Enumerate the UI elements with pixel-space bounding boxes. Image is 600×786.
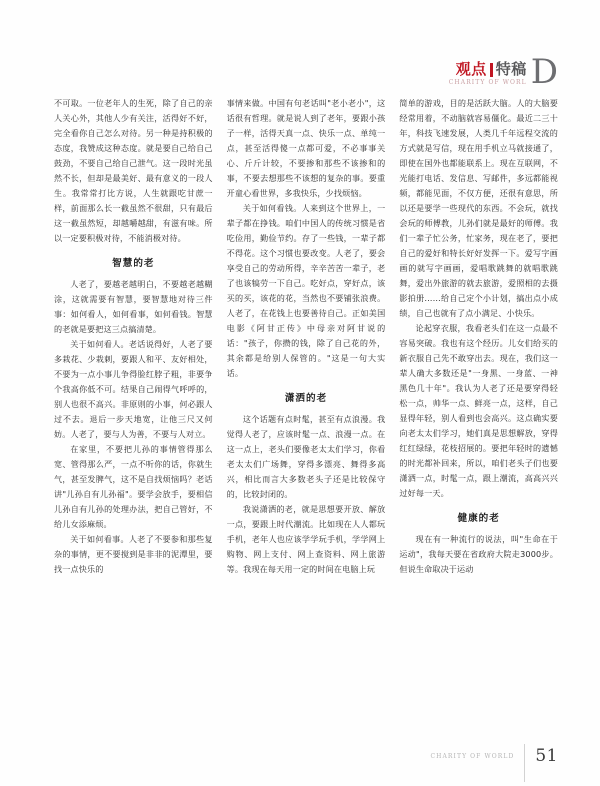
footer-publication-label: CHARITY OF WORLD (430, 752, 515, 760)
masthead-divider-bar (490, 63, 493, 77)
masthead-english-subtitle: CHARITY OF WORL (448, 79, 527, 86)
masthead-category-dark: 特稿 (495, 60, 527, 78)
section-heading: 智慧的老 (112, 258, 155, 269)
body-paragraph: 这个话题有点时髦，甚至有点浪漫。我觉得人老了，应该时髦一点、浪漫一点。在这一点上，老头们要像老太太们学习，你看老太太们广场舞，穿得多漂亮、舞得多高兴，相比而言大多数老头子还是比较保守的，比较封闭的。 (226, 414, 386, 499)
body-paragraph: 在家里，不要把儿孙的事情管得那么宽、管得那么严，一点不听你的话，你就生气，甚至发脾气，这不是自找烦恼吗？老话讲"儿孙自有儿孙福"。要学会放手，要相信儿孙自有儿孙的处理办法，把自己管好，不给儿女添麻烦。 (54, 444, 213, 529)
body-paragraph: 论起穿衣服，我看老头们在这一点最不容易突破。我也有这个经历。儿女们给买的新衣服自己先不敢穿出去。现在，我们这一辈人确大多数还是"一身黑、一身蓝、一神黑色几十年"。我认为人老了还是要穿得轻松一点，帅华一点、鲜亮一点，这样，自己显得年轻，别人看到也会高兴。这点确实要向老太太们学习，她们真是思想解放，穿得红红绿绿，花枝招展的。要把年轻时的遗憾的时光都补回来，所以，咱们老头子们也要潇洒一点，时髦一点，跟上潮流，高高兴兴过好每一天。 (399, 323, 559, 498)
page-footer (430, 744, 558, 768)
body-paragraph: 事情来做。中国有句老话叫"老小老小"，这话很有哲理。就是说人到了老年，要跟小孩子一样，活得天真一点、快乐一点、单纯一点，甚至活得傻一点都可爱，不必事事关心、斤斤计较，不要掺和那些不该掺和的事，不要去想那些不该想的复杂的事。要重开童心看世界，多我快乐，少找烦恼。 (226, 98, 386, 198)
footer-divider-rule (524, 744, 525, 782)
column-3 (399, 96, 558, 730)
section-heading: 潇洒的老 (284, 393, 328, 404)
masthead-dropcap-letter: D (530, 52, 558, 92)
column-1 (54, 96, 213, 730)
body-paragraph: 关于如何看钱。人来到这个世界上，一辈子都在挣钱。咱们中国人的传统习惯是省吃俭用，勤俭节约。存了一些钱，一辈子都不得花。这个习惯也要改变。人老了，要会享受自己的劳动所得，辛辛苦苦一辈子，老了也该犒劳一下自己。吃好点，穿好点，该买的买，该花的花，当然也不要铺张浪费。人老了，在花钱上也要善待自己。正如美国电影《阿甘正传》中母亲对阿甘说的话："孩子，你攒的钱，除了自己花的外，其余都是给别人保管的。"这是一句大实话。 (226, 203, 386, 378)
body-paragraph: 我说潇洒的老，就是思想要开放、解放一点，要跟上时代潮流。比如现在人人都玩手机，老年人也应该学学玩手机，学学网上购物、网上支付、网上查资料、网上旅游等。我现在每天用一定的时间在电脑上玩 (226, 504, 386, 574)
masthead-chinese-title (456, 62, 527, 77)
column-2 (227, 96, 386, 730)
body-paragraph: 不可取。一位老年人的生死，除了自己的亲人关心外，其他人少有关注，活得好不好，完全看你自己怎么对待。另一种是持积极的态度，我赞成这种态度。就是要自己给自己鼓劲，不要自己给自己泄气。这一段时光虽然不长，但却是最美好、最有意义的一段人生。我常常打比方说，人生就跟吃甘蔗一样，前面那么长一截虽然不很甜，只有最后这一截虽然短，却越嚼越甜，有滋有味。所以一定要积极对待，不能消极对待。 (54, 98, 213, 243)
masthead-category-red: 观点 (455, 60, 487, 78)
masthead-text-group (449, 58, 527, 86)
body-paragraph: 关于如何看人。老话说得好，人老了要多栽花、少栽刺，要跟人和平、友好相处，不要为一点小事儿争得脸红脖子粗，非要争个我高你低不可。结果自己闹得气呼呼的，别人也很不高兴。非原则的小事，何必跟人过不去。退后一步天地宽，让他三尺又何妨。人老了，要与人为善，不要与人对立。 (54, 339, 213, 439)
body-paragraph: 简单的游戏，目的是活跃大脑。人的大脑要经常用着，不动脑就容易僵化。最近二三十年，科技飞速发展，人类几千年远程交流的方式就是写信，现在用手机立马就接通了，即使在国外也都能联系上。现在互联网，不光能打电话、发信息、写邮件，多远都能视频，都能见面，不仅方便，还很有意思，所以还是要学一些现代的东西。不会玩，就找会玩的师傅教，儿孙们就是最好的师傅。我们一辈子忙公务，忙家务，现在老了，要把自己的爱好和特长好好发挥一下。爱写字画画的就写字画画，爱唱歌跳舞的就唱歌跳舞，爱出外旅游的就去旅游，爱照相的去摄影拍册……给自己定个小计划，搞出点小成绩，自己也就有了点小满足、小快乐。 (399, 98, 559, 318)
body-paragraph: 人老了，要越老越明白，不要越老越糊涂，这就需要有智慧，要智慧地对待三件事：如何看人，如何看事，如何看钱。智慧的老就是要把这三点搞清楚。 (54, 279, 213, 334)
article-columns (54, 96, 558, 730)
footer-page-number: 51 (535, 746, 558, 766)
body-paragraph: 现在有一种流行的说法，叫"生命在于运动"，我每天要在省政府大院走3000步。但说生命取决于运动 (399, 534, 559, 574)
section-heading: 健康的老 (457, 513, 500, 524)
body-paragraph: 关于如何看事。人老了不要参和那些复杂的事情，更不要搅到是非非的泥潭里，要找一点快乐的 (54, 534, 213, 574)
masthead-logo (448, 52, 558, 92)
